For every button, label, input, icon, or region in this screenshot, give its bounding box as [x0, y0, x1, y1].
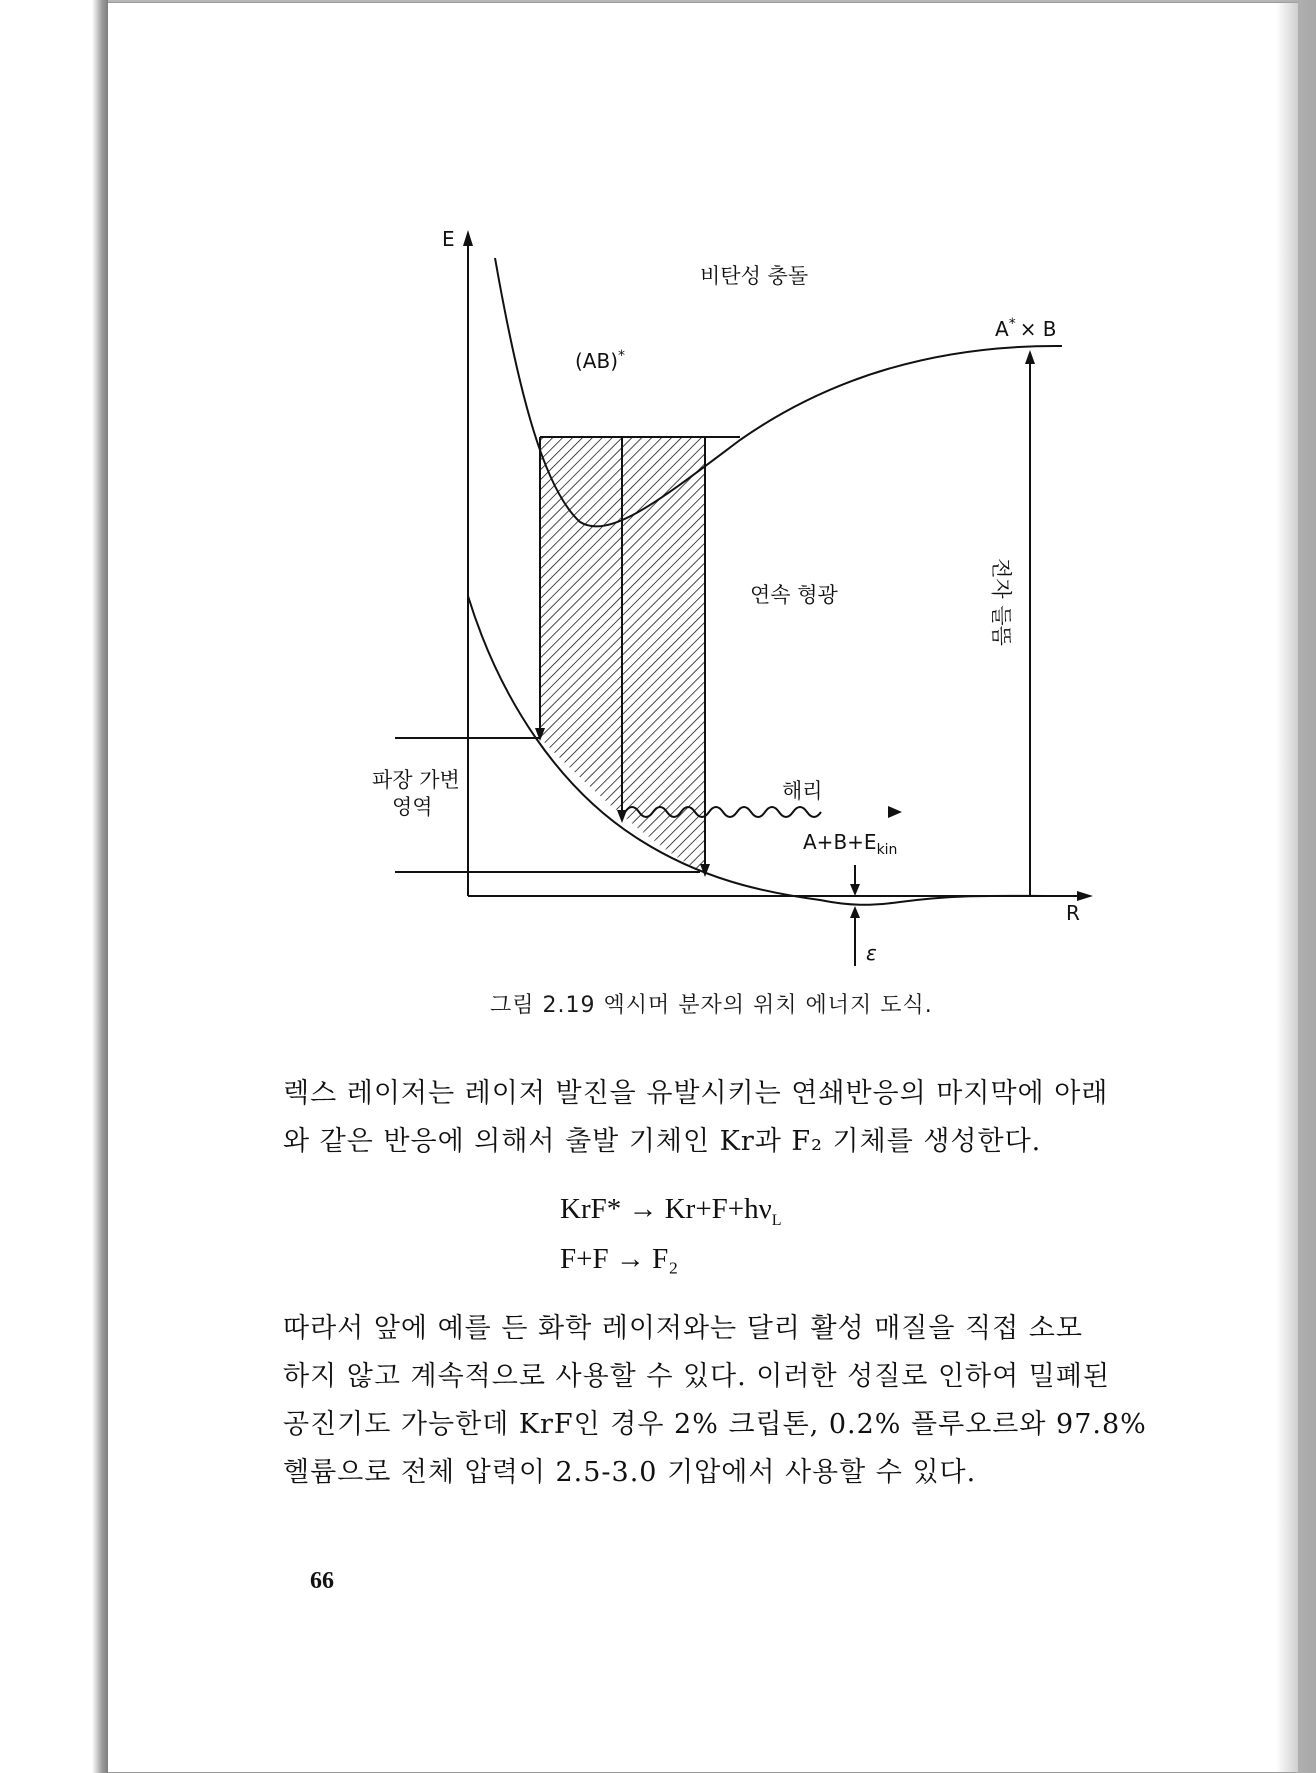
excited-state-label: (AB)*	[575, 348, 626, 373]
electron-excitation-label: 전자 들뜸	[989, 558, 1013, 646]
dissociation-arrow-head	[888, 806, 902, 818]
page-number: 66	[310, 1568, 334, 1594]
equation-2: F+F → F₂	[560, 1243, 679, 1275]
tunable-region-label-line2: 영역	[392, 795, 433, 819]
paragraph-1-line-2: 와 같은 반응에 의해서 출발 기체인 Kr과 F₂ 기체를 생성한다.	[283, 1126, 1042, 1157]
well-depth-arrows	[850, 865, 860, 966]
equation-1	[560, 1193, 782, 1230]
paragraph-2-line-3: 공진기도 가능한데 KrF인 경우 2% 크립톤, 0.2% 플루오르와 97.8%	[283, 1409, 1147, 1440]
products-label: $A+B+E_{kin}$	[803, 830, 898, 858]
paragraph-1-line-1: 렉스 레이저는 레이저 발진을 유발시키는 연쇄반응의 마지막에 아래	[283, 1078, 1109, 1109]
x-axis-label: R	[1066, 901, 1080, 925]
paragraph-1	[283, 1070, 1183, 1166]
paragraph-2-line-2: 하지 않고 계속적으로 사용할 수 있다. 이러한 성질로 인하여 밀폐된	[283, 1361, 1111, 1392]
epsilon-label: ε	[866, 941, 877, 965]
equation-1-text: KrF* → Kr+F+hν	[560, 1193, 772, 1225]
asymptote-label: A* × B	[995, 316, 1057, 341]
paragraph-2	[283, 1305, 1183, 1497]
continuous-fluorescence-label: 연속 형광	[750, 583, 838, 607]
inelastic-collision-label: 비탄성 충돌	[700, 264, 809, 288]
tunable-region-label-line1: 파장 가변	[372, 768, 460, 792]
paragraph-2-line-1: 따라서 앞에 예를 든 화학 레이저와는 달리 활성 매질을 직접 소모	[283, 1313, 1083, 1344]
dissociation-label: 해리	[782, 779, 823, 803]
paragraph-2-line-4: 헬륨으로 전체 압력이 2.5-3.0 기압에서 사용할 수 있다.	[283, 1457, 977, 1488]
y-axis-label: E	[442, 227, 455, 251]
equation-1-subscript: L	[771, 1211, 782, 1229]
figure-caption: 그림 2.19 엑시머 분자의 위치 에너지 도식.	[490, 993, 933, 1018]
